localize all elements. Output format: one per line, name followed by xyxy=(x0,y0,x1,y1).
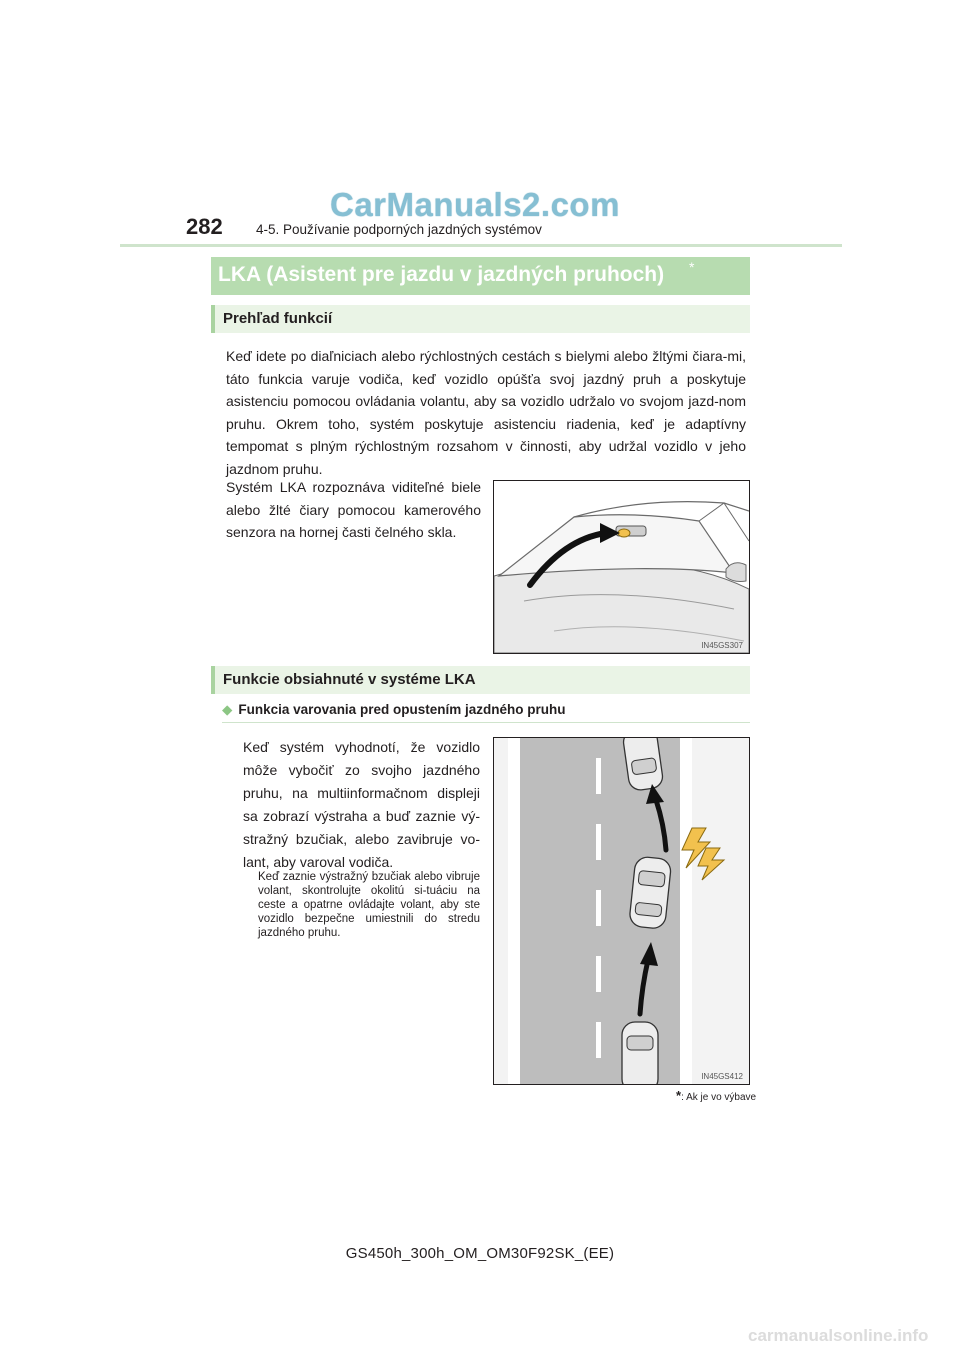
overview-paragraph: Keď idete po diaľniciach alebo rýchlostných cestách s bielymi alebo žltými čiara-mi, táto funkcia varuje vodiča, keď vozidlo opúšťa svoj jazdný pruh a poskytuje asistenciu pomocou ovládania volantu, aby sa vozidlo udržalo vo svojom jazd-nom pruhu. Okrem toho, systém poskytuje asistenciu riadenia, keď je adaptívny tempomat s plným rýchlostným rozsahom v činnosti, aby udržal vozidlo v jeho jazdnom pruhu. xyxy=(226,348,746,477)
section-title-marker: * xyxy=(689,259,695,275)
functions-heading-banner xyxy=(211,666,750,694)
bullet-title: Funkcia varovania pred opustením jazdného pruhu xyxy=(238,702,566,717)
camera-paragraph: Systém LKA rozpoznáva viditeľné biele alebo žlté čiary pomocou kamerového senzora na hornej časti čelného skla. xyxy=(226,479,481,540)
overview-heading: Prehľad funkcií xyxy=(223,310,333,327)
figure-code: IN45GS307 xyxy=(701,641,743,650)
footnote xyxy=(676,1088,756,1103)
lane-departure-figure xyxy=(493,737,750,1085)
chapter-title: 4-5. Používanie podporných jazdných systémov xyxy=(256,222,542,237)
windshield-camera-figure xyxy=(493,480,750,654)
footer-watermark: carmanualsonline.info xyxy=(748,1326,929,1345)
diamond-bullet-icon: ◆ xyxy=(222,702,233,717)
document-code: GS450h_300h_OM_OM30F92SK_(EE) xyxy=(345,1245,615,1262)
watermark-logo: CarManuals2.com xyxy=(330,186,620,223)
bullet-rule xyxy=(222,722,750,723)
functions-heading: Funkcie obsiahnuté v systéme LKA xyxy=(223,671,476,688)
lane-departure-note: Keď zaznie výstražný bzučiak alebo vibruje volant, skontrolujte okolitú si-tuáciu na ceste a opatrne ovládajte volant, aby ste vozidlo bezpečne umiestnili do stredu jazdného pruhu. xyxy=(258,871,480,939)
section-title: LKA (Asistent pre jazdu v jazdných pruhoch) xyxy=(218,263,665,286)
footnote-text: : Ak je vo výbave xyxy=(681,1092,757,1103)
section-banner xyxy=(211,257,750,295)
page-number: 282 xyxy=(186,214,223,239)
lane-departure-paragraph: Keď systém vyhodnotí, že vozidlo môže vybočiť zo svojho jazdného pruhu, na multiinformačnom displeji sa zobrazí výstraha a buď zaznie vý-stražný bzučiak, alebo zavibruje vo-lant, aby varoval vodiča. xyxy=(243,739,480,870)
lane-departure-illustration xyxy=(494,738,749,1084)
overview-heading-banner xyxy=(211,305,750,333)
bullet-heading xyxy=(222,702,565,718)
footnote-marker: * xyxy=(676,1088,682,1103)
header-rule xyxy=(120,244,842,247)
figure-code-2: IN45GS412 xyxy=(701,1072,743,1081)
car-windshield-illustration xyxy=(494,481,749,653)
